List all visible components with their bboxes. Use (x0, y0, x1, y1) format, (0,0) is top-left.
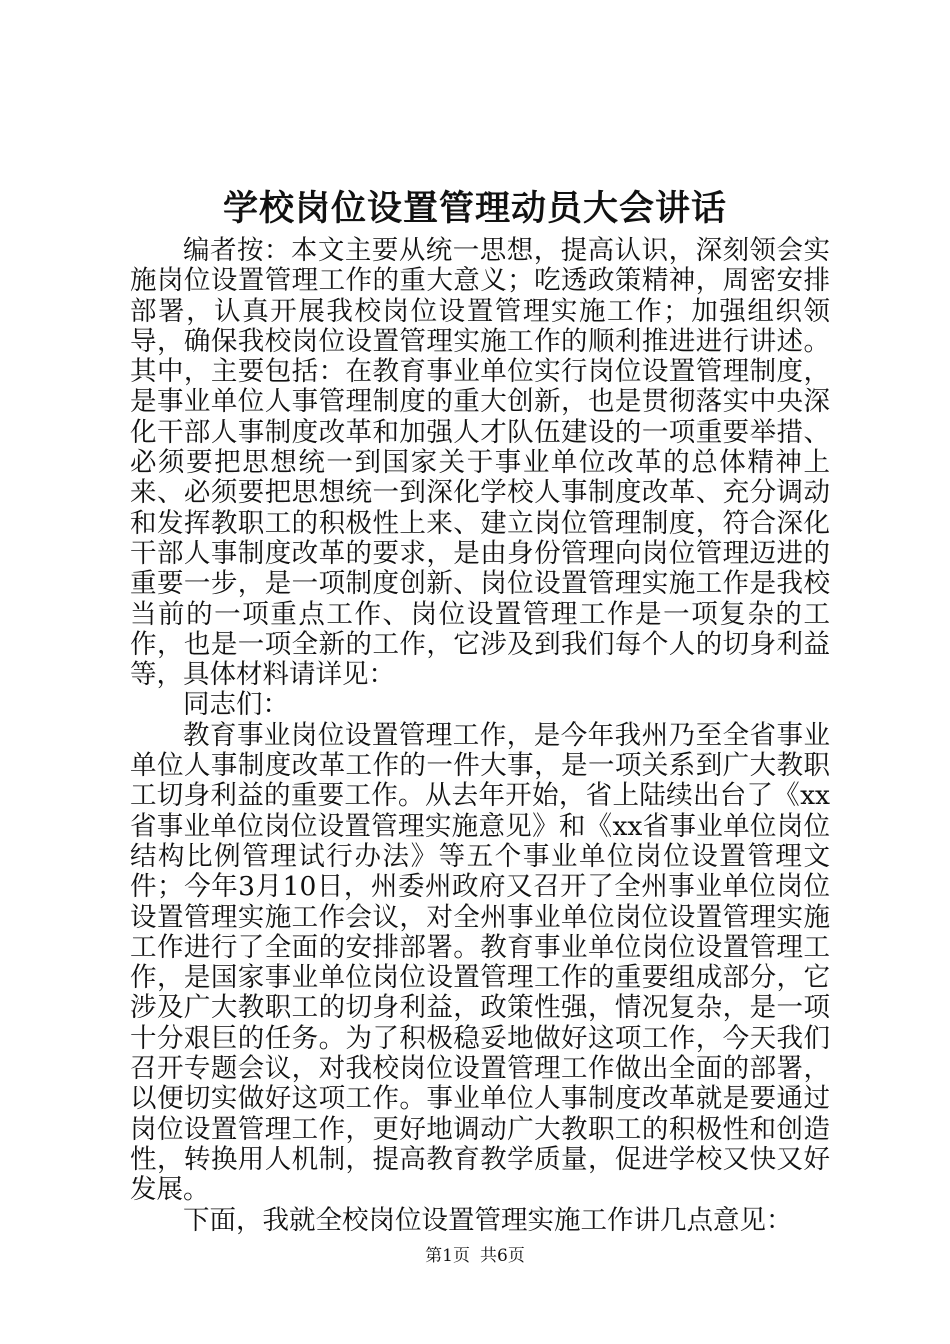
salutation-paragraph: 同志们： (183, 689, 289, 721)
document-title: 学校岗位设置管理动员大会讲话 (222, 188, 727, 229)
editor-note-paragraph: 编者按：本文主要从统一思想，提高认识，深刻领会实施岗位设置管理工作的重大意义；吃透政策精神，周密安排部署，认真开展我校岗位设置管理实施工作；加强组织领导，确保我校岗位设置管理实施工作的顺利推进进行讲述。其中，主要包括：在教育事业单位实行岗位设置管理制度，是事业单位人事管理制度的重大创新，也是贯彻落实中央深化干部人事制度改革和加强人才队伍建设的一项重要举措、必须要把思想统一到国家关于事业单位改革的总体精神上来、必须要把思想统一到深化学校人事制度改革、充分调动和发挥教职工的积极性上来、建立岗位管理制度，符合深化干部人事制度改革的要求，是由身份管理向岗位管理迈进的重要一步，是一项制度创新、岗位设置管理实施工作是我校当前的一项重点工作、岗位设置管理工作是一项复杂的工作，也是一项全新的工作，它涉及到我们每个人的切身利益等，具体材料请详见： (130, 235, 830, 691)
closing-paragraph: 下面，我就全校岗位设置管理实施工作讲几点意见： (183, 1204, 793, 1236)
page-number: 第1页 (425, 1246, 470, 1266)
page-footer (0, 1245, 950, 1267)
page-total: 共6页 (480, 1246, 525, 1266)
body-paragraph: 教育事业岗位设置管理工作，是今年我州乃至全省事业单位人事制度改革工作的一件大事，是一项关系到广大教职工切身利益的重要工作。从去年开始，省上陆续出台了《xx省事业单位岗位设置管理实施意见》和《xx省事业单位岗位结构比例管理试行办法》等五个事业单位岗位设置管理文件；今年3月10日，州委州政府又召开了全州事业单位岗位设置管理实施工作会议，对全州事业单位岗位设置管理实施工作进行了全面的安排部署。教育事业单位岗位设置管理工作，是国家事业单位岗位设置管理工作的重要组成部分，它涉及广大教职工的切身利益，政策性强，情况复杂，是一项十分艰巨的任务。为了积极稳妥地做好这项工作，今天我们召开专题会议，对我校岗位设置管理工作做出全面的部署，以便切实做好这项工作。事业单位人事制度改革就是要通过岗位设置管理工作，更好地调动广大教职工的积极性和创造性，转换用人机制，提高教育教学质量，促进学校又快又好发展。 (130, 719, 830, 1206)
document-body (130, 236, 830, 1236)
